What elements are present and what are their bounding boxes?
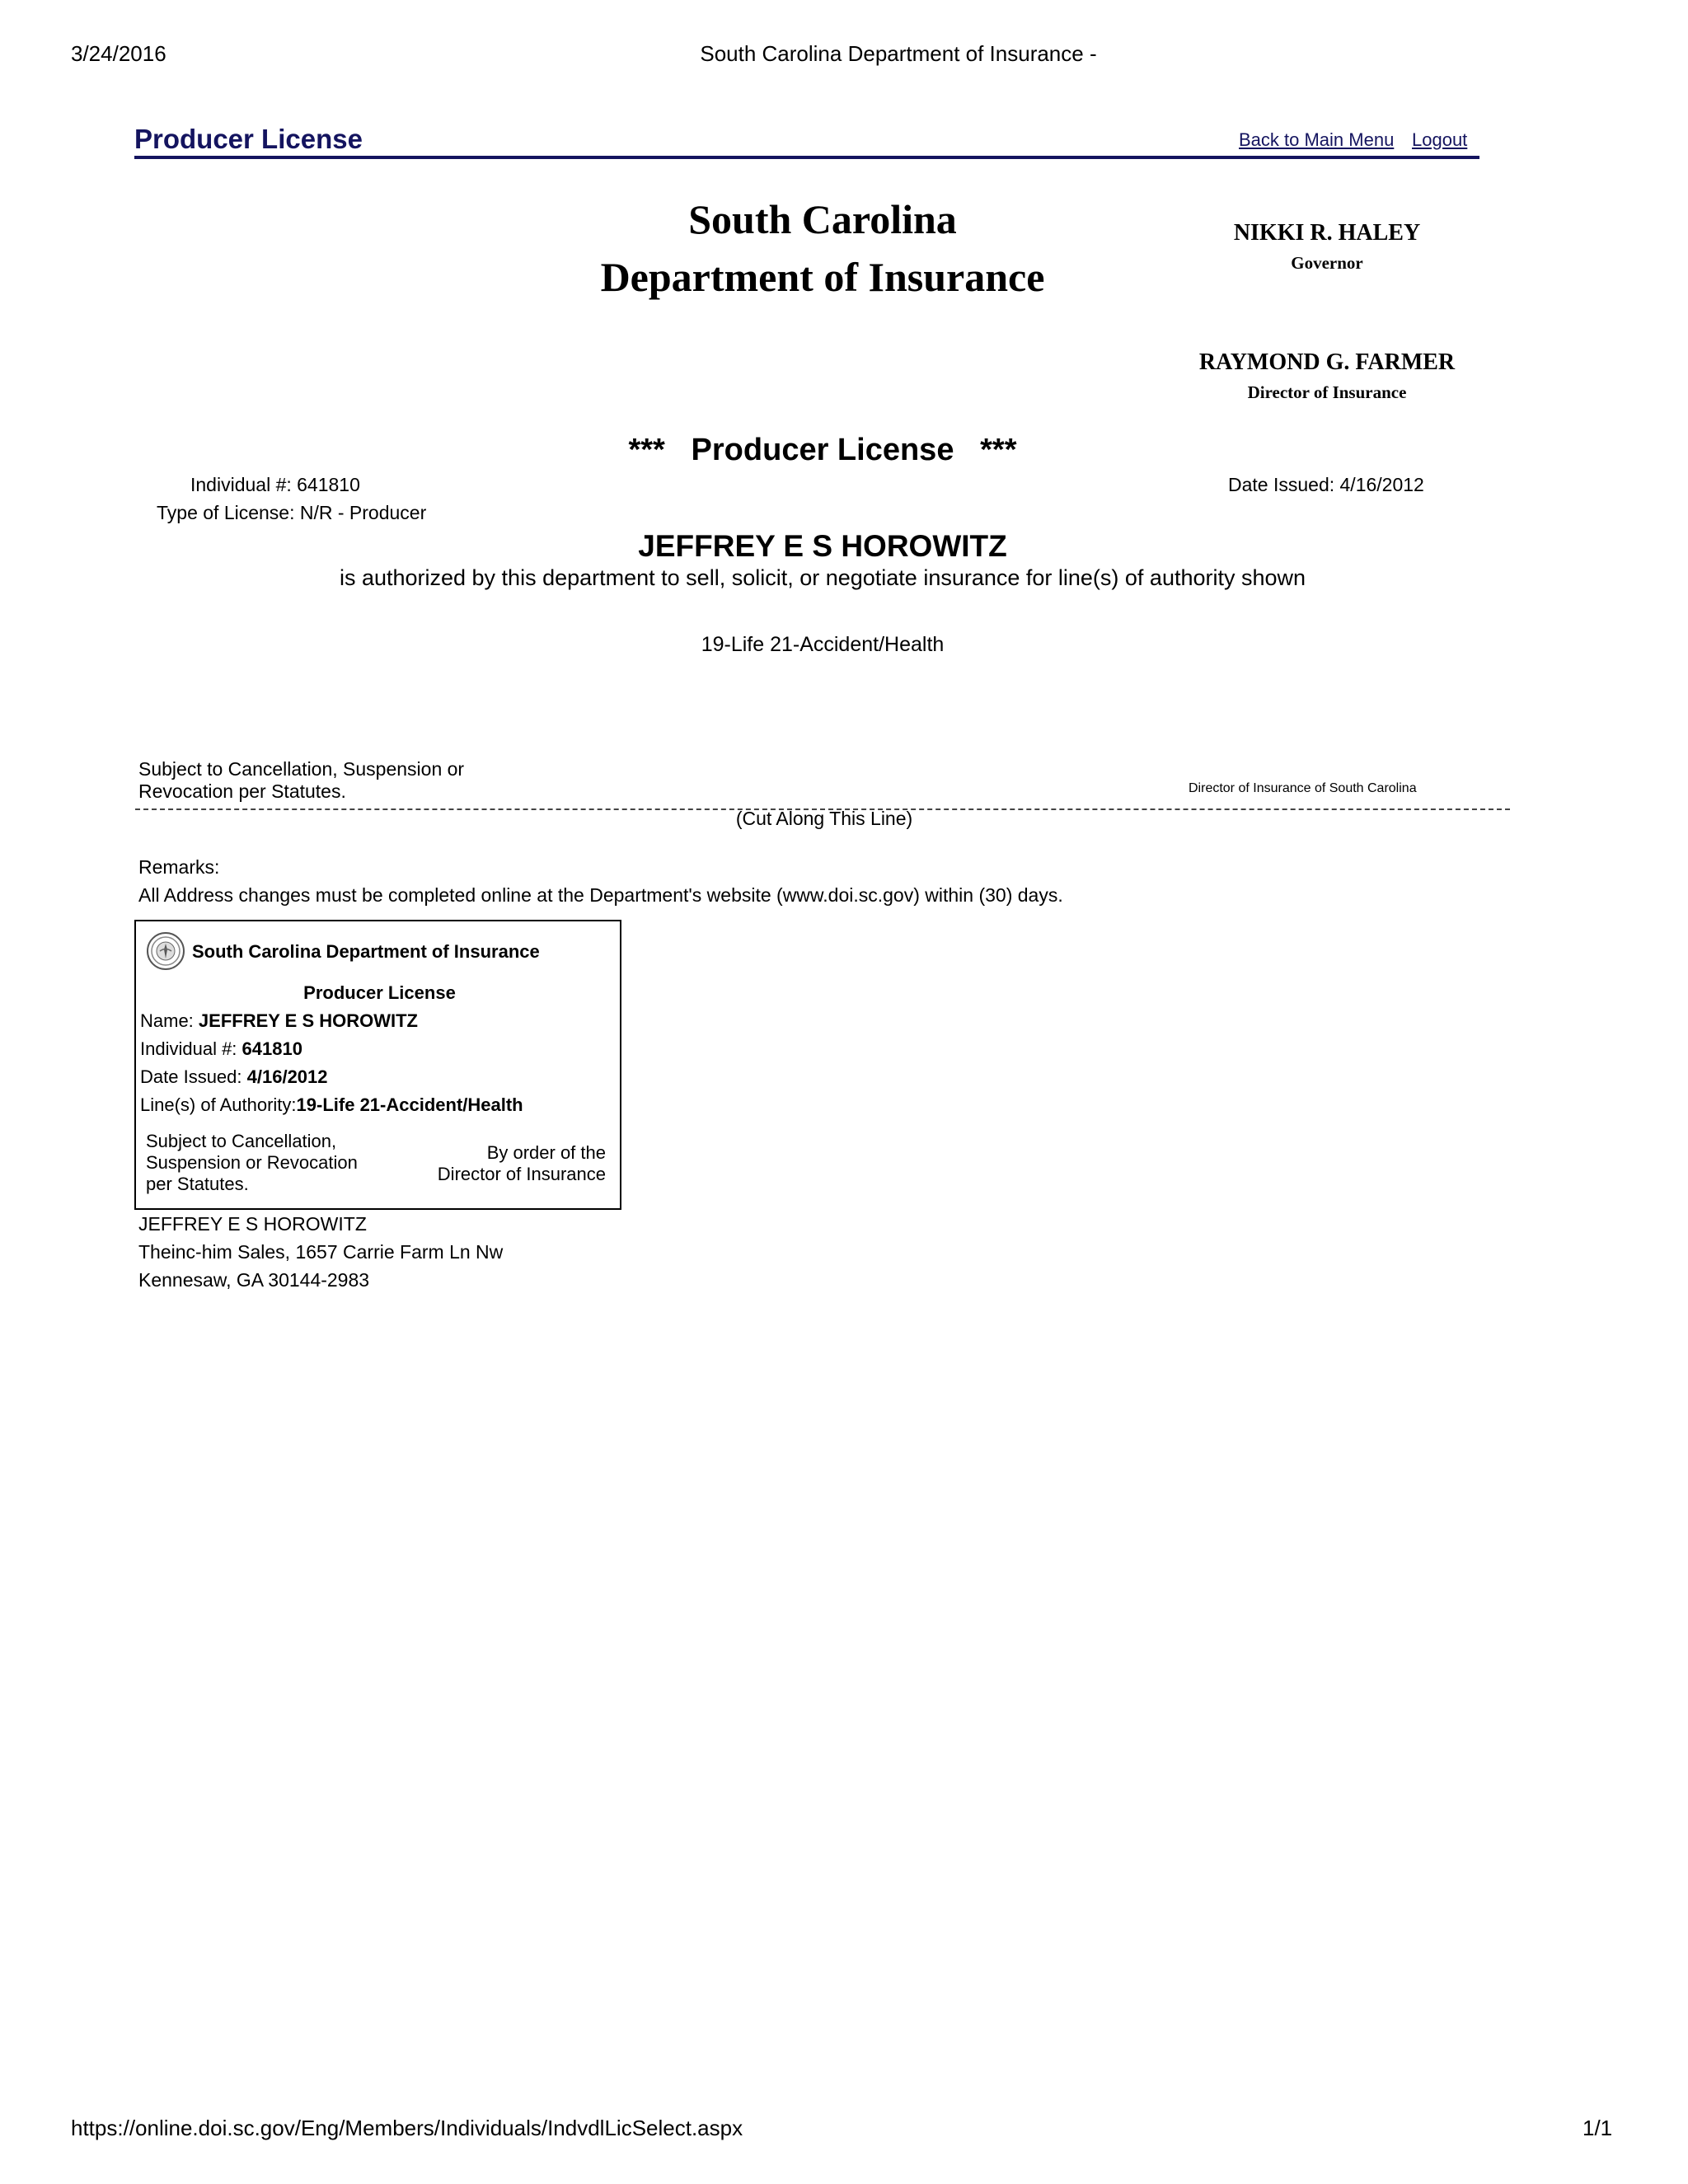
holder-name: JEFFREY E S HOROWITZ <box>638 529 1007 563</box>
address-line3: Kennesaw, GA 30144-2983 <box>138 1269 370 1291</box>
card-order-line2: Director of Insurance <box>437 1164 606 1184</box>
governor-title: Governor <box>1291 253 1363 273</box>
lines-of-authority: 19-Life 21-Accident/Health <box>701 633 945 656</box>
state-name: South Carolina <box>688 196 957 242</box>
card-date-label: Date Issued: <box>140 1066 247 1087</box>
card-title: Producer License <box>303 982 456 1003</box>
cut-label: (Cut Along This Line) <box>735 808 913 829</box>
wallet-card <box>134 920 621 1210</box>
card-header: South Carolina Department of Insurance <box>192 941 540 962</box>
header-divider <box>134 156 1479 159</box>
date-issued: Date Issued: 4/16/2012 <box>1228 474 1424 495</box>
director-title: Director of Insurance <box>1247 382 1407 402</box>
card-lines-row <box>140 1094 523 1116</box>
individual-number: Individual #: 641810 <box>190 474 360 495</box>
card-order-line1: By order of the <box>486 1142 606 1163</box>
print-date: 3/24/2016 <box>71 41 166 66</box>
card-subject-line2: Suspension or Revocation <box>146 1152 358 1173</box>
address-line2: Theinc-him Sales, 1657 Carrie Farm Ln Nw <box>138 1241 504 1263</box>
card-lines-value: 19-Life 21-Accident/Health <box>296 1094 523 1115</box>
director-name: RAYMOND G. FARMER <box>1198 349 1456 375</box>
heading-text: Producer License <box>691 433 954 467</box>
page-title: Producer License <box>134 124 363 154</box>
card-name-value: JEFFREY E S HOROWITZ <box>198 1010 418 1031</box>
card-subject-line1: Subject to Cancellation, <box>146 1131 337 1151</box>
heading-stars-right: *** <box>980 433 1017 467</box>
card-subject-line3: per Statutes. <box>146 1174 249 1194</box>
card-lines-label: Line(s) of Authority: <box>140 1094 297 1115</box>
address-line1: JEFFREY E S HOROWITZ <box>138 1213 367 1235</box>
subject-statement-line1: Subject to Cancellation, Suspension or <box>138 758 465 780</box>
department-name: Department of Insurance <box>600 254 1045 300</box>
authorization-statement: is authorized by this department to sell, solicit, or negotiate insurance for line(s) of authority shown <box>339 565 1306 590</box>
logout-link[interactable]: Logout <box>1412 129 1468 150</box>
card-date-row <box>140 1066 328 1088</box>
back-to-main-menu-link[interactable]: Back to Main Menu <box>1239 129 1395 150</box>
signature-caption: Director of Insurance of South Carolina <box>1189 781 1417 795</box>
card-name-label: Name: <box>140 1010 199 1031</box>
state-seal-icon <box>146 931 185 971</box>
card-individual-row <box>140 1038 302 1060</box>
print-page-title: South Carolina Department of Insurance - <box>700 41 1097 66</box>
remarks-label: Remarks: <box>138 856 220 878</box>
card-individual-label: Individual #: <box>140 1038 242 1059</box>
license-heading <box>575 433 1070 468</box>
heading-stars-left: *** <box>628 433 665 467</box>
remarks-text: All Address changes must be completed online at the Department's website (www.doi.sc.gov) within (30) days. <box>138 884 1063 906</box>
subject-statement-line2: Revocation per Statutes. <box>138 780 346 802</box>
license-type: Type of License: N/R - Producer <box>157 502 427 523</box>
print-page-number: 1/1 <box>1582 2116 1613 2140</box>
print-url: https://online.doi.sc.gov/Eng/Members/Individuals/IndvdlLicSelect.aspx <box>71 2116 743 2140</box>
card-name-row <box>140 1010 418 1032</box>
governor-name: NIKKI R. HALEY <box>1233 220 1421 246</box>
card-date-value: 4/16/2012 <box>246 1066 328 1087</box>
card-individual-value: 641810 <box>241 1038 302 1059</box>
